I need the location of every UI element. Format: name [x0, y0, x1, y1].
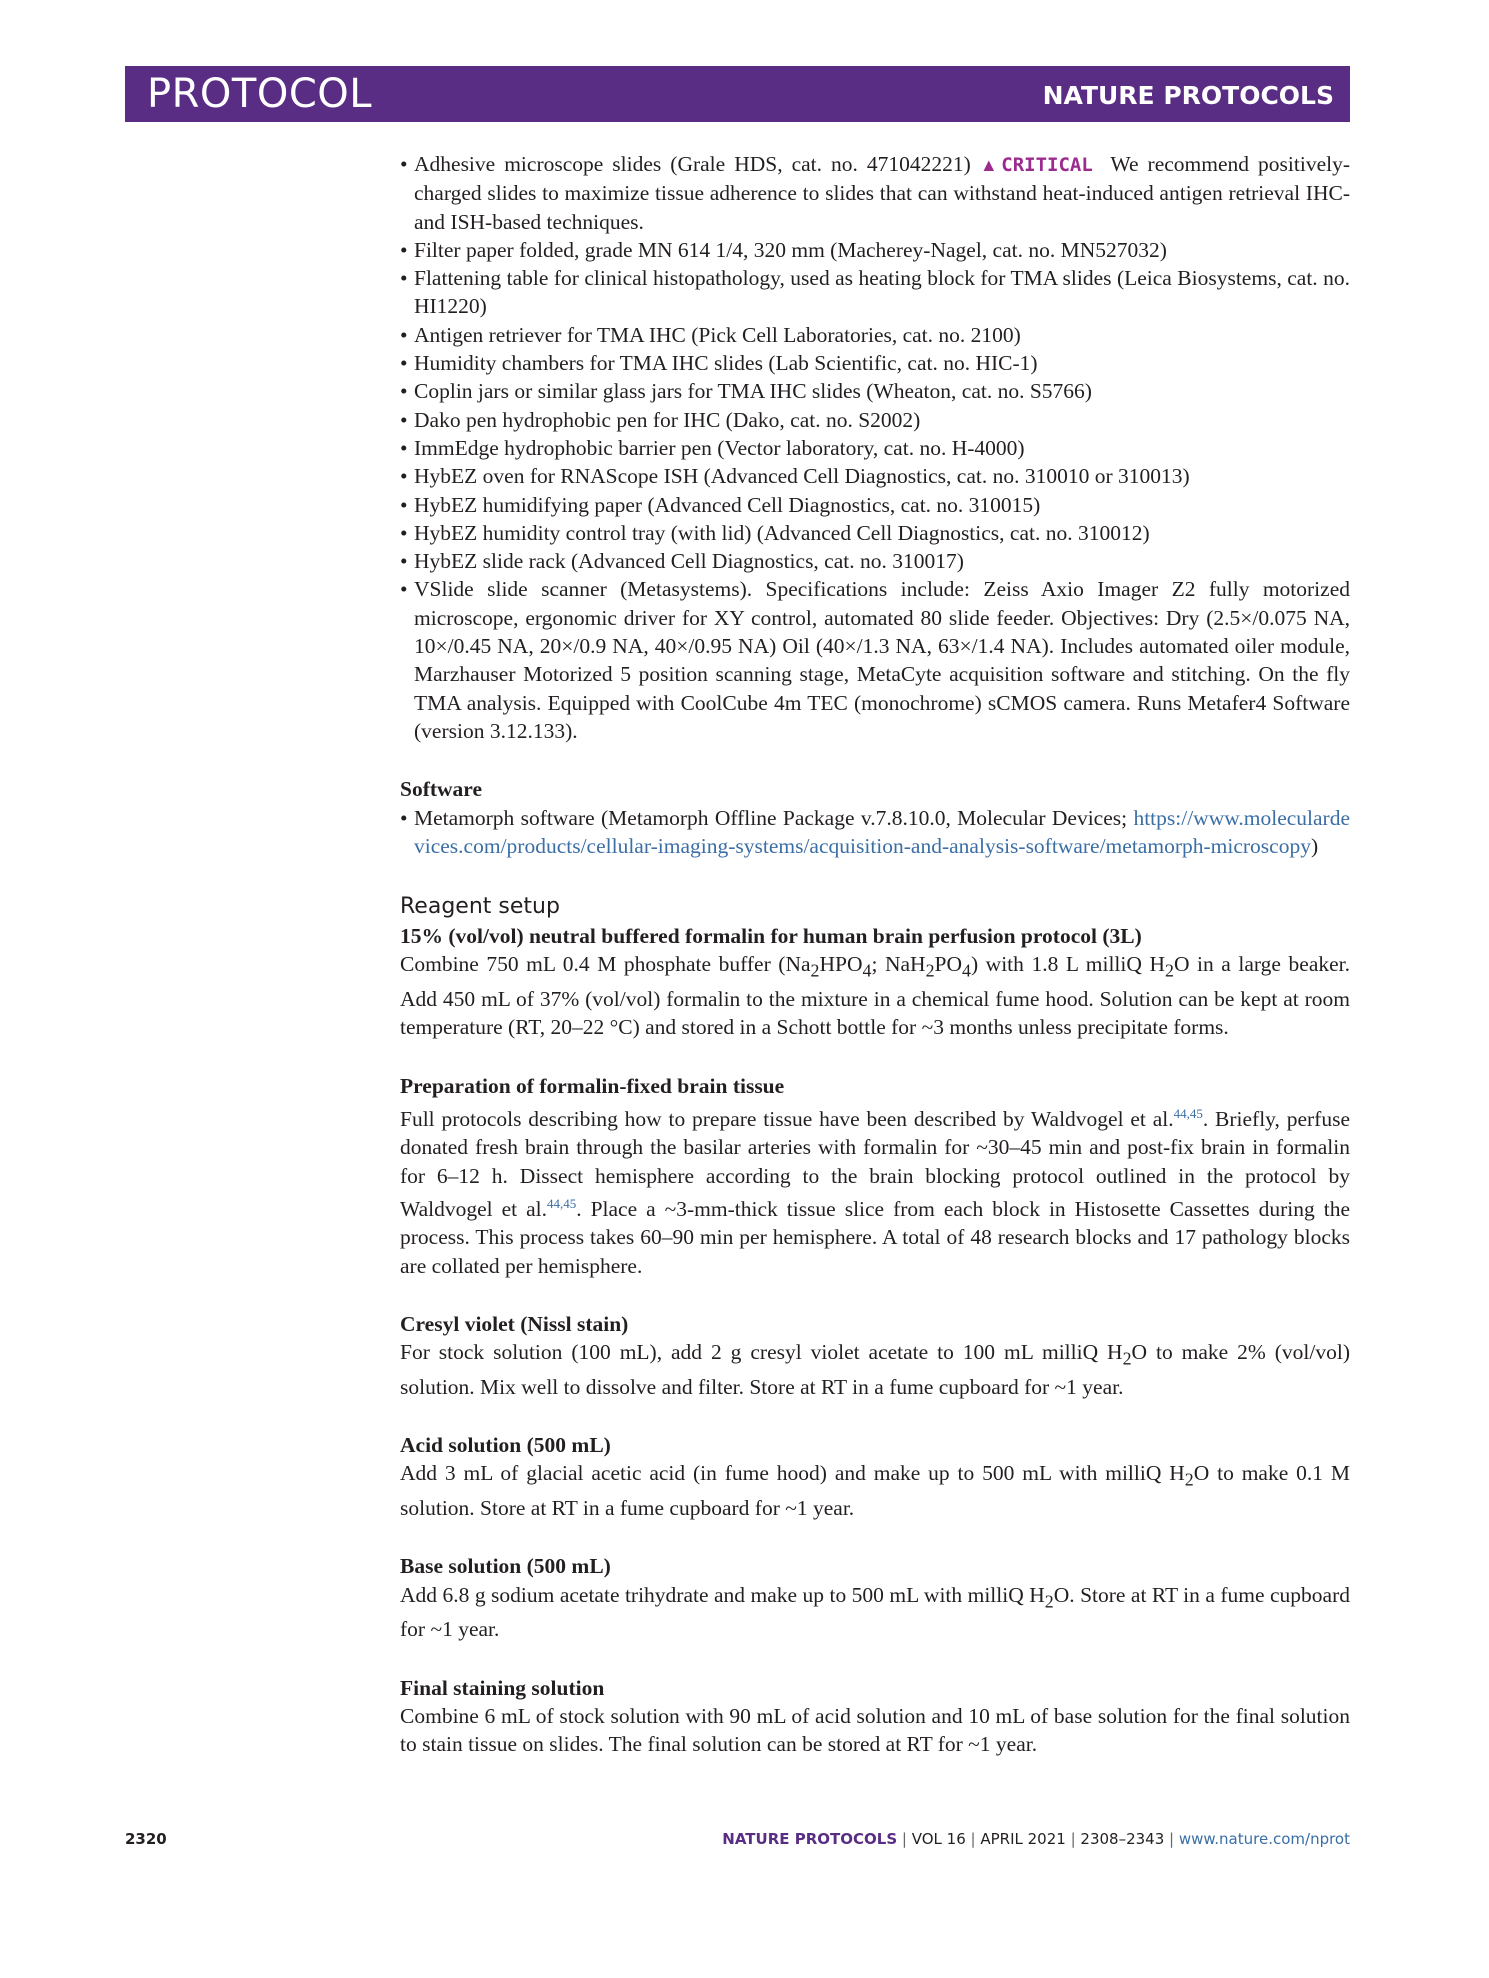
header-section-label: PROTOCOL	[147, 71, 373, 117]
acid-paragraph: Add 3 mL of glacial acetic acid (in fume hood) and make up to 500 mL with milliQ $H_2O$ to make 0.1 M solution. Store at RT in a fume cupboard for ~1 year.	[400, 1461, 1350, 1521]
base-paragraph: Add 6.8 g sodium acetate trihydrate and make up to 500 mL with milliQ $H_2O$. Store at RT in a fume cupboard for ~1 year.	[400, 1582, 1350, 1642]
cresyl-paragraph: For stock solution (100 mL), add 2 g cresyl violet acetate to 100 mL milliQ $H_2O$ to make 2% (vol/vol) solution. Mix well to dissolve and filter. Store at RT in a fume cupboard for ~1 year.	[400, 1340, 1350, 1399]
critical-label: CRITICAL	[1001, 154, 1093, 176]
citation-line: NATURE PROTOCOLS | VOL 16 | APRIL 2021 | 2308–2343 | www.nature.com/nprot	[722, 1830, 1350, 1848]
list-item: • Dako pen hydrophobic pen for IHC (Dako, cat. no. S2002)	[400, 406, 1350, 434]
software-heading: Software	[400, 777, 483, 802]
list-item: • Flattening table for clinical histopathology, used as heating block for TMA slides (Leica Biosystems, cat. no. HI1220)	[400, 264, 1350, 321]
list-item: • HybEZ humidifying paper (Advanced Cell Diagnostics, cat. no. 310015)	[400, 491, 1350, 519]
equipment-list	[400, 150, 1350, 745]
reagent-setup-heading: Reagent setup	[400, 894, 560, 920]
list-item: • Filter paper folded, grade MN 614 1/4, 320 mm (Macherey-Nagel, cat. no. MN527032)	[400, 236, 1350, 264]
base-heading: Base solution (500 mL)	[400, 1554, 611, 1579]
list-item: • Coplin jars or similar glass jars for TMA IHC slides (Wheaton, cat. no. S5766)	[400, 377, 1350, 405]
page-footer	[125, 1830, 1350, 1854]
page-header	[125, 66, 1350, 122]
preparation-paragraph: Full protocols describing how to prepare tissue have been described by Waldvogel et al.$^{44,45}$. Briefly, perfuse donated fresh brain through the basilar arteries with formalin for ~30–45 min and post-fix brain in formalin for 6–12 h. Dissect hemisphere according to the brain blocking protocol outlined in the protocol by Waldvogel et al.$^{44,45}$. Place a ~3-mm-thick tissue slice from each block in Histosette Cassettes during the process. This process takes 60–90 min per hemisphere. A total of 48 research blocks and 17 pathology blocks are collated per hemisphere.	[400, 1105, 1350, 1278]
list-item: • HybEZ humidity control tray (with lid) (Advanced Cell Diagnostics, cat. no. 310012)	[400, 519, 1350, 547]
list-item: • ImmEdge hydrophobic barrier pen (Vector laboratory, cat. no. H-4000)	[400, 434, 1350, 462]
reference-link[interactable]: 44,45	[1173, 1105, 1203, 1121]
main-content	[400, 150, 1350, 1758]
acid-heading: Acid solution (500 mL)	[400, 1433, 611, 1458]
header-journal-name: NATURE PROTOCOLS	[1042, 81, 1334, 110]
final-paragraph: Combine 6 mL of stock solution with 90 mL of acid solution and 10 mL of base solution for the final solution to stain tissue on slides. The final solution can be stored at RT for ~1 year.	[400, 1703, 1350, 1757]
final-heading: Final staining solution	[400, 1675, 605, 1700]
warning-triangle-icon: ▲	[979, 155, 1002, 175]
reference-link[interactable]: 44,45	[546, 1195, 577, 1211]
software-list	[400, 804, 1350, 861]
list-item: • HybEZ oven for RNAScope ISH (Advanced Cell Diagnostics, cat. no. 310010 or 310013)	[400, 462, 1350, 490]
formalin-heading: 15% (vol/vol) neutral buffered formalin for human brain perfusion protocol (3L)	[400, 924, 1142, 949]
metamorph-link[interactable]: https://www.moleculardevices.com/products/cellular-imaging-systems/acquisition-and-analysis-software/metamorph-microscopy	[414, 805, 1350, 858]
cresyl-heading: Cresyl violet (Nissl stain)	[400, 1312, 629, 1336]
list-item: • Antigen retriever for TMA IHC (Pick Cell Laboratories, cat. no. 2100)	[400, 321, 1350, 349]
list-item: • VSlide slide scanner (Metasystems). Specifications include: Zeiss Axio Imager Z2 fully motorized microscope, ergonomic driver for XY control, automated 80 slide feeder. Objectives: Dry (2.5×/0.075 NA, 10×/0.45 NA, 20×/0.9 NA, 40×/0.95 NA) Oil (40×/1.3 NA, 63×/1.4 NA). Includes automated oiler module, Marzhauser Motorized 5 position scanning stage, MetaCyte acquisition software and stitching. On the fly TMA analysis. Equipped with CoolCube 4m TEC (monochrome) sCMOS camera. Runs Metafer4 Software (version 3.12.133).	[400, 575, 1350, 745]
preparation-heading: Preparation of formalin-fixed brain tissue	[400, 1073, 785, 1098]
list-item: • Metamorph software (Metamorph Offline Package v.7.8.10.0, Molecular Devices; https://www.moleculardevices.com/products/cellular-imaging-systems/acquisition-and-analysis-software/metamorph-microscopy)	[400, 804, 1350, 861]
journal-url-link[interactable]: www.nature.com/nprot	[1178, 1830, 1350, 1848]
formalin-paragraph: Combine 750 mL 0.4 M phosphate buffer ($Na_2HPO_4$; $NaH_2PO_4$) with 1.8 L milliQ $H_2O$ in a large beaker. Add 450 mL of 37% (vol/vol) formalin to the mixture in a chemical fume hood. Solution can be kept at room temperature (RT, 20–22 °C) and stored in a Schott bottle for ~3 months unless precipitate forms.	[400, 952, 1351, 1040]
page-number: 2320	[125, 1830, 167, 1848]
list-item: • Adhesive microscope slides (Grale HDS, cat. no. 471042221) ▲CRITICAL We recommend positively-charged slides to maximize tissue adherence to slides that can withstand heat-induced antigen retrieval IHC- and ISH-based techniques.	[400, 150, 1350, 236]
list-item: • HybEZ slide rack (Advanced Cell Diagnostics, cat. no. 310017)	[400, 547, 1350, 575]
list-item: • Humidity chambers for TMA IHC slides (Lab Scientific, cat. no. HIC-1)	[400, 349, 1350, 377]
